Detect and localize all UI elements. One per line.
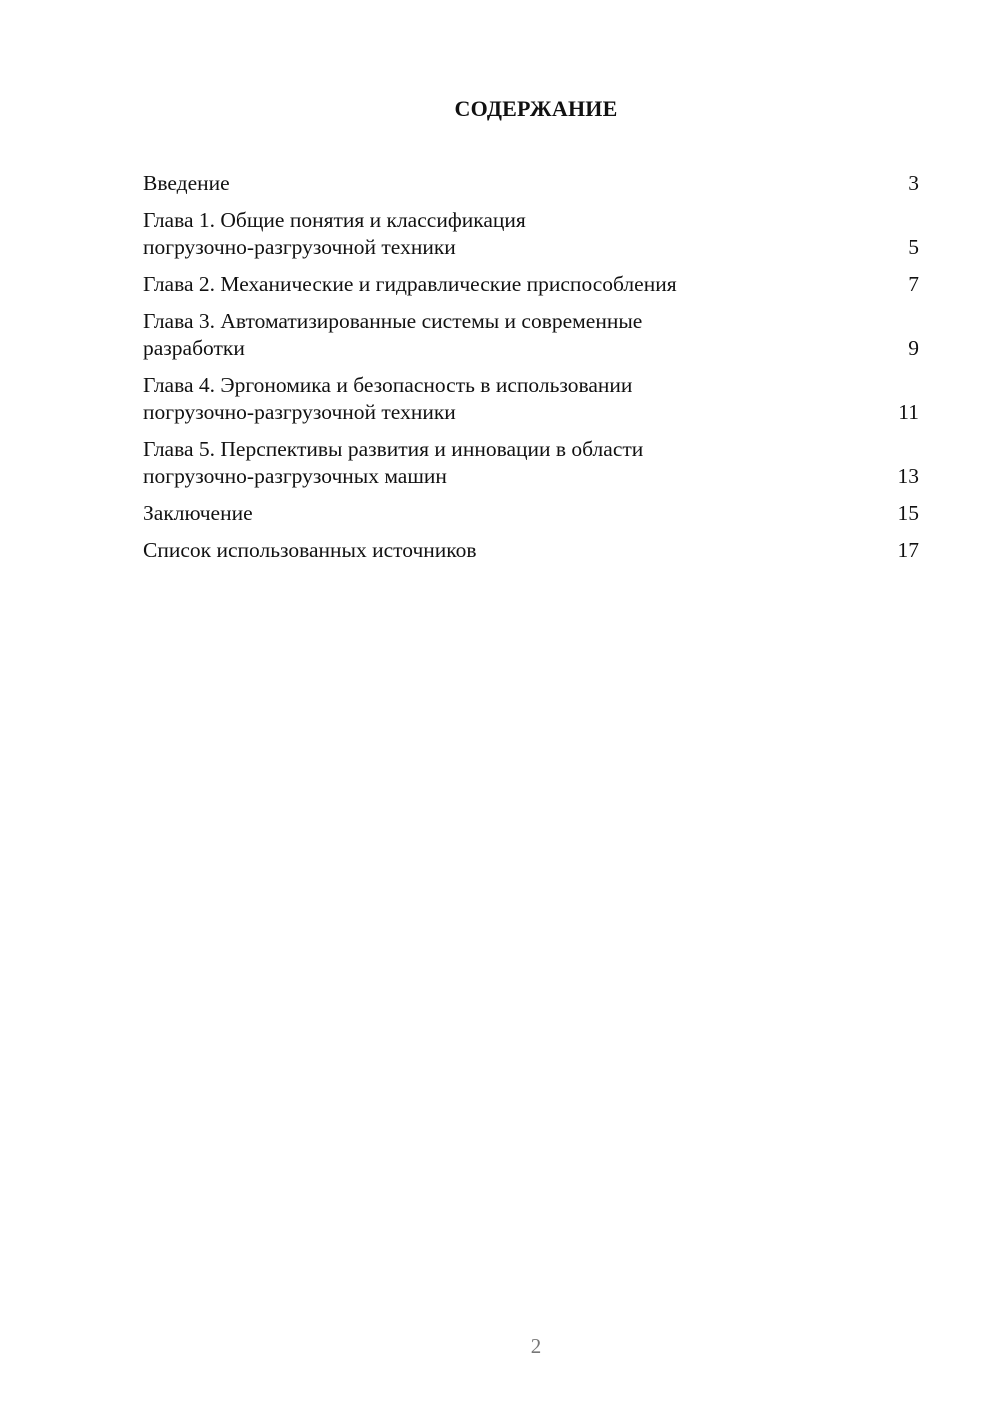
toc-entry-text (143, 170, 889, 197)
toc-entry-chapter-3 (143, 308, 919, 362)
page-footer-number: 2 (530, 1334, 542, 1358)
toc-entry-text (143, 500, 889, 527)
toc-page-number: 15 (897, 501, 919, 525)
toc-line: Глава 5. Перспективы развития и инновации в области (143, 437, 644, 461)
toc-page-number: 11 (898, 400, 919, 424)
toc-entry-text (143, 537, 889, 564)
toc-entry-chapter-5 (143, 436, 919, 490)
toc-page-number: 7 (908, 272, 919, 296)
toc-line: Список использованных источников (143, 538, 477, 562)
toc-entry-conclusion (143, 500, 919, 527)
toc-line: Глава 4. Эргономика и безопасность в использовании (143, 373, 633, 397)
toc-entry-chapter-4 (143, 372, 919, 426)
toc-line: Заключение (143, 501, 253, 525)
table-of-contents (143, 170, 919, 574)
toc-line: погрузочно-разгрузочных машин (143, 464, 447, 488)
toc-entry-introduction (143, 170, 919, 197)
toc-page-number: 17 (897, 538, 919, 562)
toc-entry-chapter-2 (143, 271, 919, 298)
toc-line: Введение (143, 171, 230, 195)
toc-line: Глава 3. Автоматизированные системы и современные (143, 309, 643, 333)
toc-entry-text (143, 271, 889, 298)
toc-line: разработки (143, 336, 245, 360)
toc-line: погрузочно-разгрузочной техники (143, 235, 456, 259)
toc-entry-text (143, 436, 889, 490)
toc-entry-text (143, 207, 889, 261)
toc-line: Глава 1. Общие понятия и классификация (143, 208, 526, 232)
toc-entry-chapter-1 (143, 207, 919, 261)
toc-page-number: 5 (908, 235, 919, 259)
toc-entry-text (143, 372, 889, 426)
toc-page-number: 3 (908, 171, 919, 195)
toc-entry-text (143, 308, 889, 362)
toc-line: погрузочно-разгрузочной техники (143, 400, 456, 424)
toc-page-number: 9 (908, 336, 919, 360)
toc-line: Глава 2. Механические и гидравлические приспособления (143, 272, 677, 296)
toc-page-number: 13 (897, 464, 919, 488)
toc-entry-references (143, 537, 919, 564)
page-title: СОДЕРЖАНИЕ (454, 96, 618, 121)
